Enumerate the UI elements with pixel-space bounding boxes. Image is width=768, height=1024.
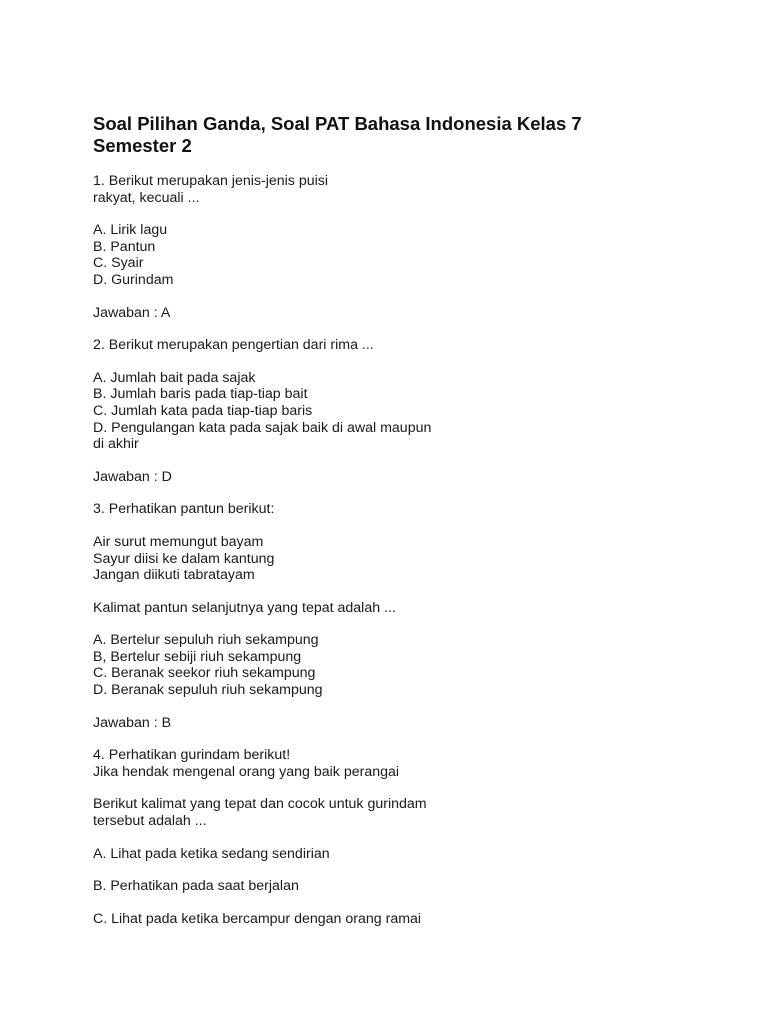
- document-page: [93, 113, 653, 927]
- answer-option: A. Jumlah bait pada sajak: [93, 369, 256, 386]
- answer-key: Jawaban : A: [93, 304, 171, 321]
- question-text: Jika hendak mengenal orang yang baik perangai: [93, 763, 400, 780]
- pantun-line: Jangan diikuti tabratayam: [93, 567, 255, 584]
- answer-option: B. Perhatikan pada saat berjalan: [93, 878, 299, 895]
- question-text: 2. Berikut merupakan pengertian dari rima ...: [93, 337, 374, 354]
- answer-option: D. Pengulangan kata pada sajak baik di awal maupun: [93, 419, 432, 436]
- answer-option: B, Bertelur sebiji riuh sekampung: [93, 648, 302, 665]
- answer-option: A. Lirik lagu: [93, 222, 168, 239]
- answer-option: A. Bertelur sepuluh riuh sekampung: [93, 632, 319, 649]
- answer-option: C. Beranak seekor riuh sekampung: [93, 665, 316, 682]
- answer-option: C. Syair: [93, 255, 144, 272]
- question-prompt: Berikut kalimat yang tepat dan cocok untuk gurindam: [93, 796, 427, 813]
- question-text: rakyat, kecuali ...: [93, 189, 200, 206]
- answer-option: D. Gurindam: [93, 271, 174, 288]
- question-1: [93, 173, 653, 321]
- question-prompt: tersebut adalah ...: [93, 813, 207, 830]
- answer-key: Jawaban : B: [93, 714, 172, 731]
- question-4: [93, 747, 653, 927]
- question-prompt: Kalimat pantun selanjutnya yang tepat adalah ...: [93, 599, 396, 616]
- question-text: 1. Berikut merupakan jenis-jenis puisi: [93, 173, 328, 189]
- question-2: [93, 337, 653, 485]
- answer-option: B. Jumlah baris pada tiap-tiap bait: [93, 386, 308, 403]
- title-line-1: Soal Pilihan Ganda, Soal PAT Bahasa Indonesia Kelas 7: [93, 113, 582, 134]
- answer-option: B. Pantun: [93, 238, 156, 255]
- pantun-line: Air surut memungut bayam: [93, 533, 264, 550]
- answer-option: C. Lihat pada ketika bercampur dengan orang ramai: [93, 910, 422, 927]
- answer-option: C. Jumlah kata pada tiap-tiap baris: [93, 402, 313, 419]
- question-3: [93, 501, 653, 731]
- question-text: 3. Perhatikan pantun berikut:: [93, 501, 275, 518]
- document-title: [93, 113, 653, 157]
- answer-option: D. Beranak sepuluh riuh sekampung: [93, 682, 323, 699]
- answer-key: Jawaban : D: [93, 468, 172, 485]
- title-line-2: Semester 2: [93, 135, 192, 156]
- answer-option: A. Lihat pada ketika sedang sendirian: [93, 845, 330, 862]
- answer-option: di akhir: [93, 436, 139, 453]
- question-text: 4. Perhatikan gurindam berikut!: [93, 747, 291, 764]
- pantun-line: Sayur diisi ke dalam kantung: [93, 550, 275, 567]
